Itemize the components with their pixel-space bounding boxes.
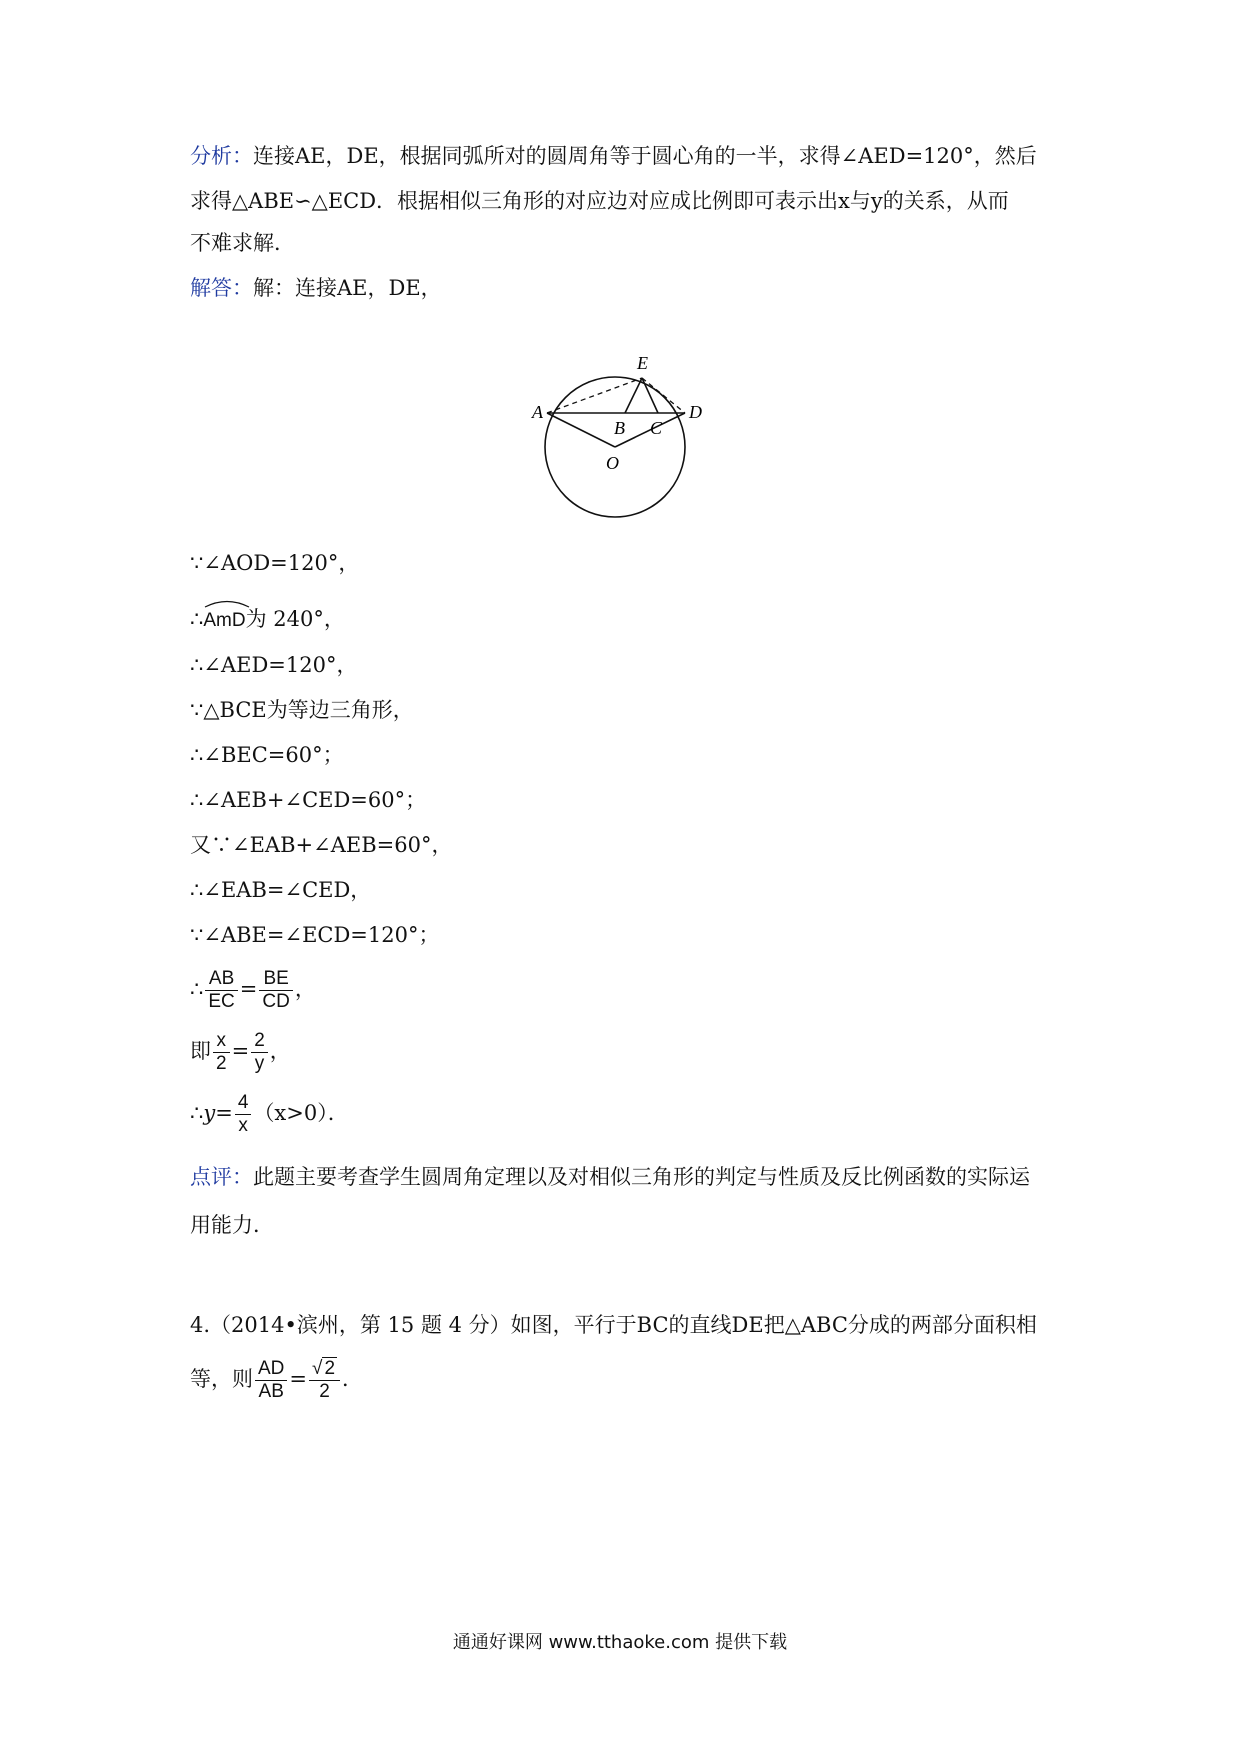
label-E: E bbox=[637, 353, 648, 373]
label-B: B bbox=[614, 418, 625, 438]
variable-y: y bbox=[203, 1101, 216, 1125]
equals-sign: = bbox=[289, 1367, 308, 1391]
radicand: 2 bbox=[324, 1358, 336, 1379]
denominator: x bbox=[238, 1115, 248, 1136]
step-1: ∵∠AOD=120°， bbox=[190, 551, 360, 575]
step-10-prefix: ∴ bbox=[190, 977, 204, 1001]
numerator: BE bbox=[259, 968, 292, 991]
label-C: C bbox=[650, 418, 663, 438]
denominator: CD bbox=[262, 991, 290, 1012]
step-12 bbox=[190, 1092, 349, 1137]
denominator: EC bbox=[208, 991, 235, 1012]
numerator: 2 bbox=[251, 1030, 268, 1053]
analysis-line-2: 求得△ABE∽△ECD．根据相似三角形的对应边对应成比例即可表示出x与y的关系，从而 bbox=[190, 189, 1009, 213]
segment-AO bbox=[547, 413, 615, 447]
fraction-sqrt2-2 bbox=[309, 1358, 340, 1403]
step-8: ∴∠EAB=∠CED， bbox=[190, 878, 372, 902]
fraction-ab-ec bbox=[205, 968, 237, 1013]
problem-4-prefix: 等，则 bbox=[190, 1367, 253, 1391]
comment-label: 点评： bbox=[190, 1165, 253, 1189]
answer-label: 解答： bbox=[190, 276, 253, 300]
step-10 bbox=[190, 968, 316, 1013]
step-2-suffix: 为 240°， bbox=[245, 607, 345, 631]
step-5: ∴∠BEC=60°； bbox=[190, 743, 344, 767]
problem-4-line-1: 4.（2014•滨州，第 15 题 4 分）如图，平行于BC的直线DE把△ABC分成的两部分面积相 bbox=[190, 1313, 1037, 1337]
step-11-prefix: 即 bbox=[190, 1039, 211, 1063]
step-6: ∴∠AEB+∠CED=60°； bbox=[190, 788, 427, 812]
fraction-4-x bbox=[235, 1092, 252, 1137]
problem-4-suffix: ． bbox=[342, 1367, 364, 1391]
equals-sign: = bbox=[231, 1039, 250, 1063]
fraction-x-2 bbox=[213, 1030, 230, 1075]
step-7: 又∵∠EAB+∠AEB=60°， bbox=[190, 833, 453, 857]
denominator: AB bbox=[258, 1381, 284, 1402]
numerator: AD bbox=[255, 1358, 287, 1381]
equals-sign: = bbox=[215, 1101, 233, 1125]
numerator: √ 2 bbox=[309, 1358, 340, 1381]
arc-label: AmD bbox=[203, 610, 246, 631]
comment-line-2: 用能力． bbox=[190, 1213, 274, 1237]
analysis-text-1: 连接AE，DE，根据同弧所对的圆周角等于圆心角的一半，求得∠AED=120°，然后 bbox=[253, 144, 1037, 168]
problem-4-line-2 bbox=[190, 1358, 363, 1403]
fraction-be-cd bbox=[259, 968, 292, 1013]
step-9: ∵∠ABE=∠ECD=120°； bbox=[190, 923, 440, 947]
fraction-2-y bbox=[251, 1030, 268, 1075]
denominator: y bbox=[254, 1053, 265, 1074]
segment-EC bbox=[642, 378, 658, 413]
step-3: ∴∠AED=120°， bbox=[190, 653, 358, 677]
step-11 bbox=[190, 1030, 291, 1075]
comment-text-1: 此题主要考查学生圆周角定理以及对相似三角形的判定与性质及反比例函数的实际运 bbox=[253, 1165, 1030, 1189]
numerator: 4 bbox=[235, 1092, 252, 1115]
step-11-suffix: ， bbox=[269, 1039, 291, 1063]
numerator: AB bbox=[205, 968, 237, 991]
comment-line-1 bbox=[190, 1162, 1030, 1192]
arc-AmD bbox=[203, 600, 245, 636]
denominator: 2 bbox=[216, 1053, 227, 1074]
answer-intro: 解：连接AE，DE， bbox=[253, 276, 442, 300]
fraction-ad-ab bbox=[255, 1358, 287, 1403]
step-12-suffix: （x>0）． bbox=[253, 1101, 349, 1125]
geometry-figure bbox=[520, 345, 730, 530]
step-4: ∵△BCE为等边三角形， bbox=[190, 698, 414, 722]
denominator: 2 bbox=[319, 1381, 330, 1402]
step-12-prefix: ∴ bbox=[190, 1101, 204, 1125]
page-footer: 通通好课网 www.tthaoke.com 提供下载 bbox=[452, 1632, 788, 1653]
answer-line bbox=[190, 273, 442, 303]
label-A: A bbox=[532, 402, 543, 422]
segment-ED bbox=[642, 378, 685, 413]
analysis-label: 分析： bbox=[190, 144, 253, 168]
numerator: x bbox=[213, 1030, 230, 1053]
label-D: D bbox=[689, 402, 702, 422]
analysis-line-1 bbox=[190, 141, 1037, 171]
analysis-line-3: 不难求解． bbox=[190, 231, 295, 255]
label-O: O bbox=[606, 453, 619, 473]
step-2-prefix: ∴ bbox=[190, 607, 204, 631]
equals-sign: = bbox=[239, 977, 258, 1001]
step-2 bbox=[190, 600, 345, 636]
step-10-suffix: ， bbox=[294, 977, 316, 1001]
